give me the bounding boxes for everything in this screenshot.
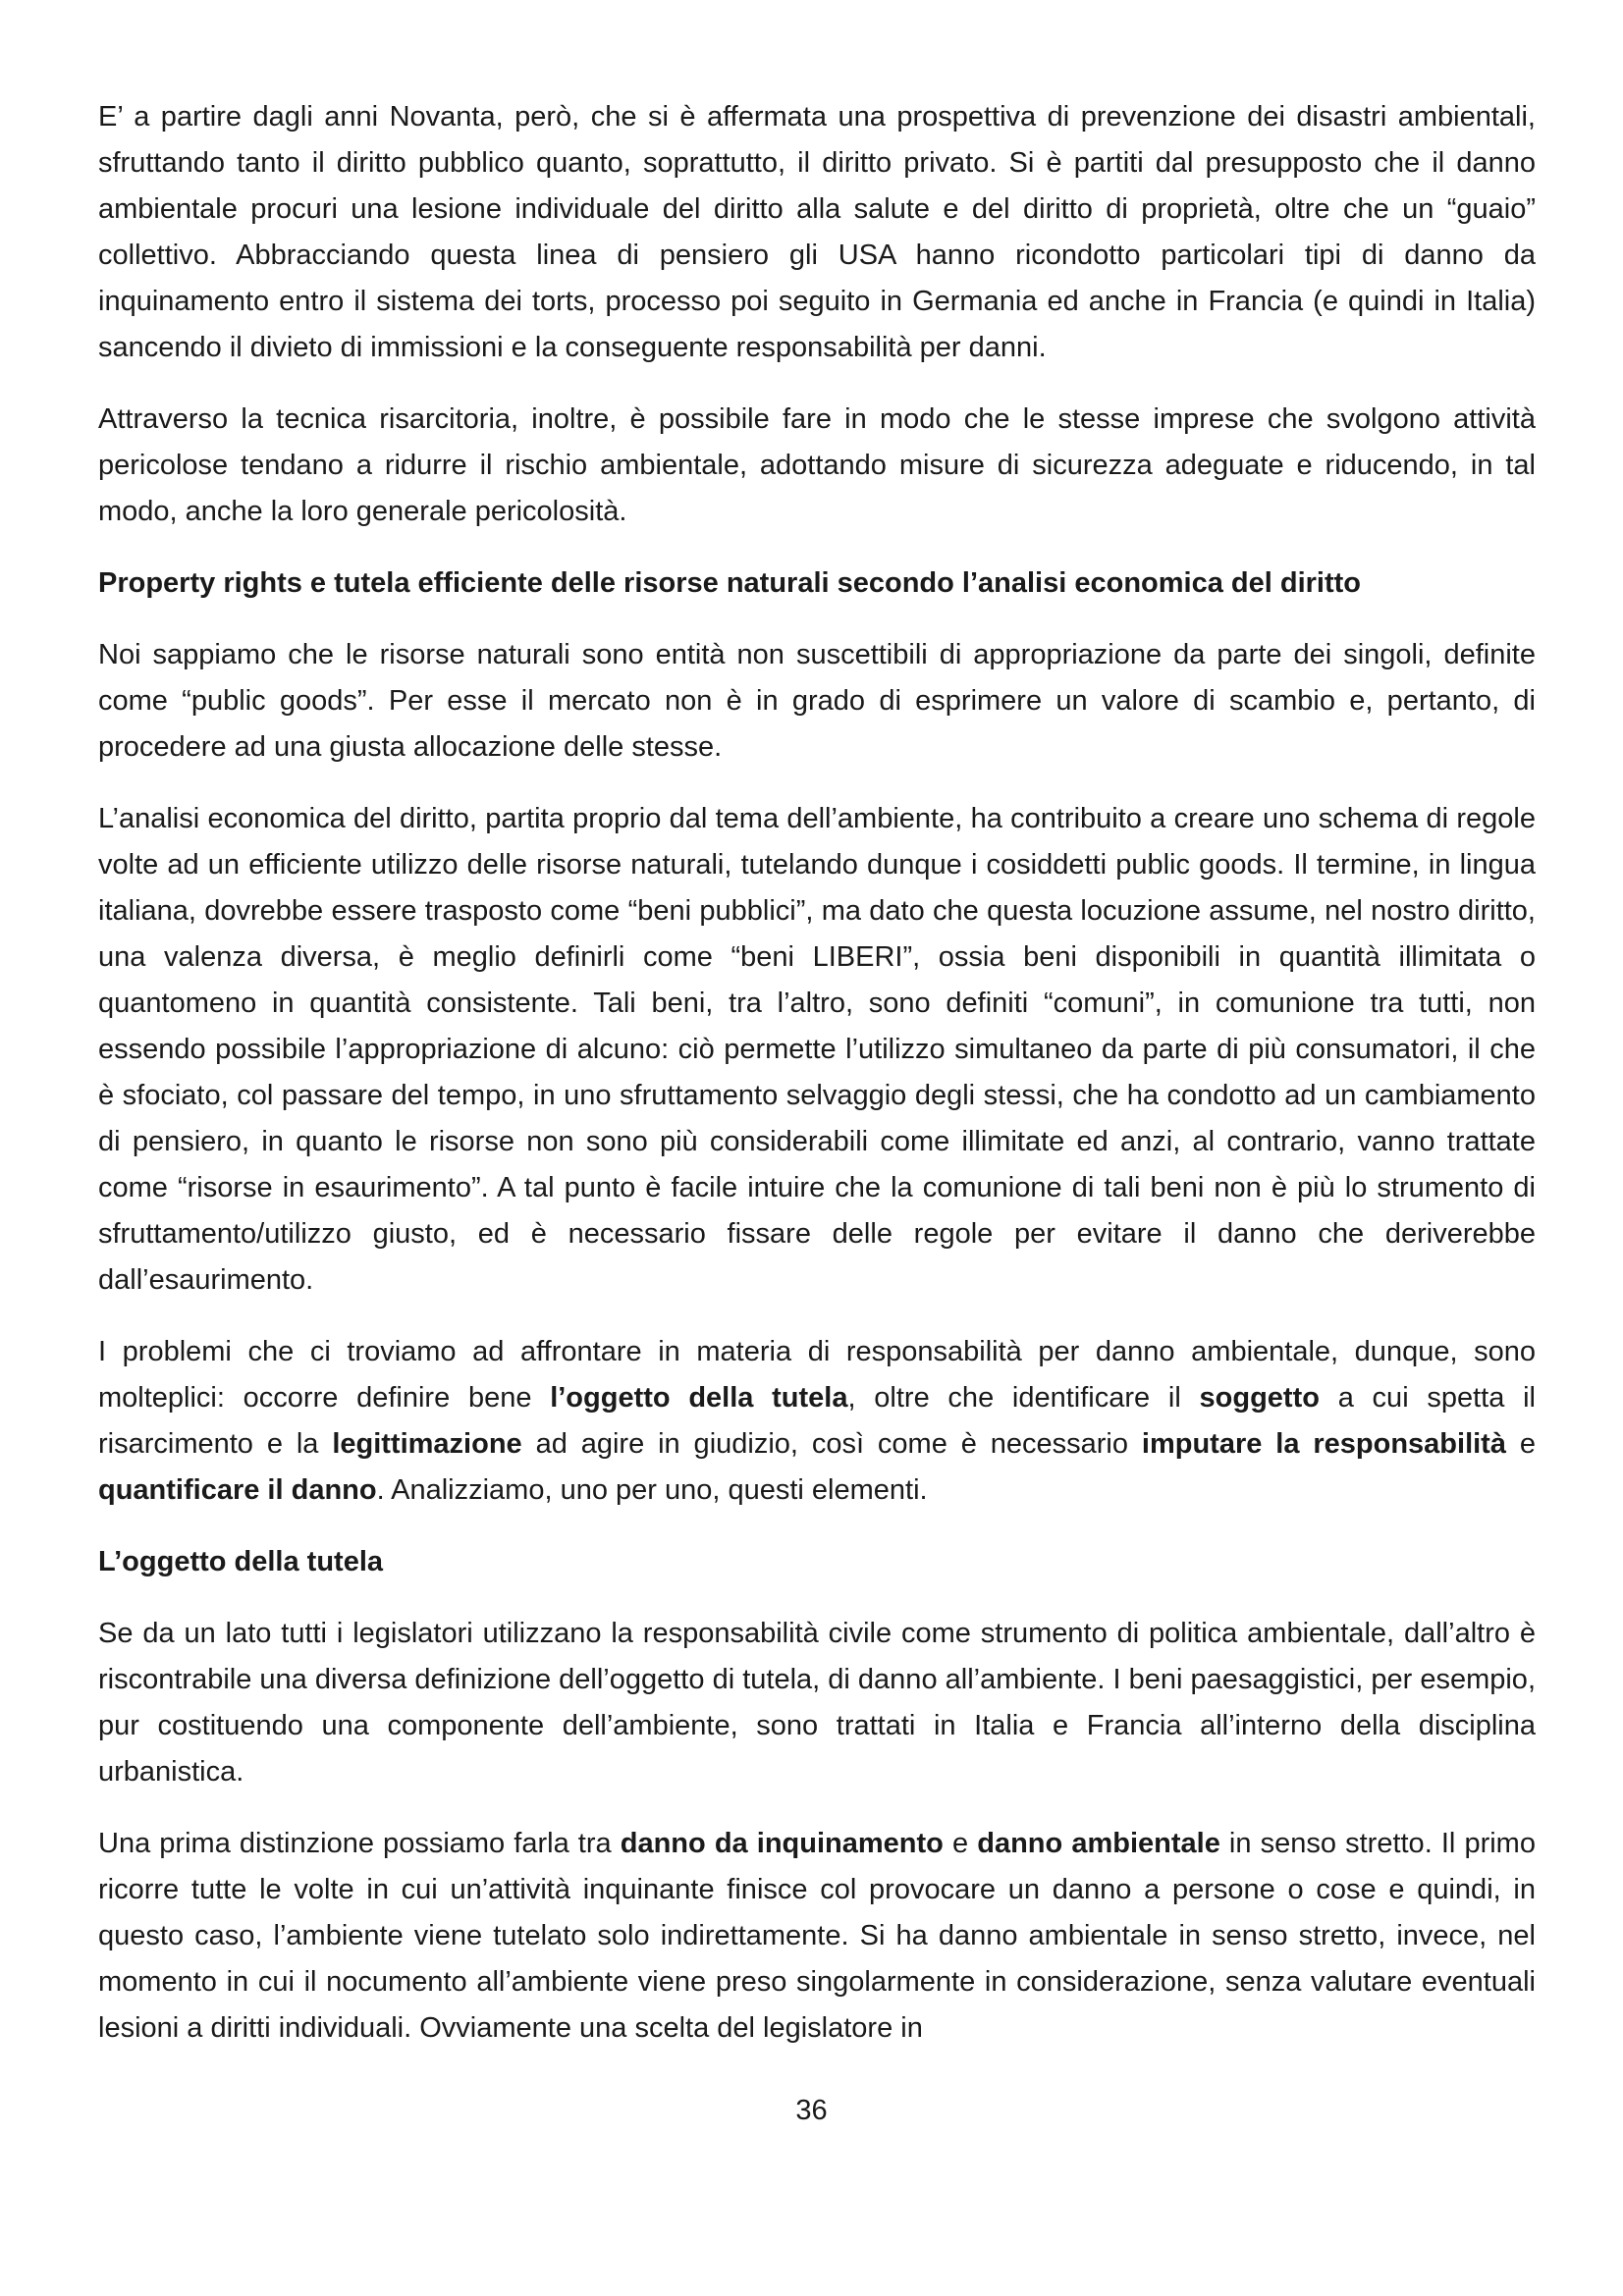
paragraph-pollution-damage-distinction xyxy=(98,1821,1536,2052)
text-run: ad agire in giudizio, così come è necessario xyxy=(521,1428,1142,1460)
bold-term-standing: legittimazione xyxy=(332,1428,522,1460)
bold-term-subject: soggetto xyxy=(1199,1382,1320,1414)
bold-term-impute-liability: imputare la responsabilità xyxy=(1141,1428,1506,1460)
page-body xyxy=(98,94,1536,2052)
paragraph-economic-analysis: L’analisi economica del diritto, partita proprio dal tema dell’ambiente, ha contribuito a creare uno schema di regole volte ad un efficiente utilizzo delle risorse naturali, tutelando dunque i cosiddetti public goods. Il termine, in lingua italiana, dovrebbe essere trasposto come “beni pubblici”, ma dato che questa locuzione assume, nel nostro diritto, una valenza diversa, è meglio definirli come “beni LIBERI”, ossia beni disponibili in quantità illimitata o quantomeno in quantità consistente. Tali beni, tra l’altro, sono definiti “comuni”, in comunione tra tutti, non essendo possibile l’appropriazione di alcuno: ciò permette l’utilizzo simultaneo da parte di più consumatori, il che è sfociato, col passare del tempo, in uno sfruttamento selvaggio degli stessi, che ha condotto ad un cambiamento di pensiero, in quanto le risorse non sono più considerabili come illimitate ed anzi, al contrario, vanno trattate come “risorse in esaurimento”. A tal punto è facile intuire che la comunione di tali beni non è più lo strumento di sfruttamento/utilizzo giusto, ed è necessario fissare delle regole per evitare il danno che deriverebbe dall’esaurimento. xyxy=(98,803,1536,1296)
text-run: in senso stretto. Il primo ricorre tutte le volte in cui un’attività inquinante finisce col provocare un danno a persone o cose e quindi, in questo caso, l’ambiente viene tutelato solo indirettamente. Si ha danno ambientale in senso stretto, invece, nel momento in cui il nocumento all’ambiente viene preso singolarmente in considerazione, senza valutare eventuali lesioni a diritti individuali. Ovviamente una scelta del legislatore in xyxy=(98,1828,1536,2044)
paragraph-civil-liability: Se da un lato tutti i legislatori utilizzano la responsabilità civile come strumento di politica ambientale, dall’altro è riscontrabile una diversa definizione dell’oggetto di tutela, di danno all’ambiente. I beni paesaggistici, per esempio, pur costituendo una componente dell’ambiente, sono trattati in Italia e Francia all’interno della disciplina urbanistica. xyxy=(98,1618,1536,1788)
paragraph-public-goods: Noi sappiamo che le risorse naturali sono entità non suscettibili di appropriazione da parte dei singoli, definite come “public goods”. Per esse il mercato non è in grado di esprimere un valore di scambio e, pertanto, di procedere ad una giusta allocazione delle stesse. xyxy=(98,639,1536,763)
text-run: e xyxy=(943,1828,978,1859)
bold-term-quantify-damage: quantificare il danno xyxy=(98,1474,377,1506)
text-run: e xyxy=(1505,1428,1536,1460)
section-heading-object-of-protection: L’oggetto della tutela xyxy=(98,1546,384,1577)
text-run: . Analizziamo, uno per uno, questi elementi. xyxy=(376,1474,928,1506)
bold-term-environmental-damage: danno ambientale xyxy=(977,1828,1220,1859)
paragraph-compensation-technique: Attraverso la tecnica risarcitoria, inoltre, è possibile fare in modo che le stesse imprese che svolgono attività pericolose tendano a ridurre il rischio ambientale, adottando misure di sicurezza adeguate e riducendo, in tal modo, anche la loro generale pericolosità. xyxy=(98,403,1536,527)
text-run: , oltre che identificare il xyxy=(847,1382,1200,1414)
text-run: Una prima distinzione possiamo farla tra xyxy=(98,1828,621,1859)
paragraph-liability-problems xyxy=(98,1329,1536,1514)
bold-term-object-of-protection: l’oggetto della tutela xyxy=(550,1382,848,1414)
text-run: a cui spetta il risarcimento e la xyxy=(98,1382,1536,1460)
paragraph-environmental-prevention: E’ a partire dagli anni Novanta, però, che si è affermata una prospettiva di prevenzione dei disastri ambientali, sfruttando tanto il diritto pubblico quanto, soprattutto, il diritto privato. Si è partiti dal presupposto che il danno ambientale procuri una lesione individuale del diritto alla salute e del diritto di proprietà, oltre che un “guaio” collettivo. Abbracciando questa linea di pensiero gli USA hanno ricondotto particolari tipi di danno da inquinamento entro il sistema dei torts, processo poi seguito in Germania ed anche in Francia (e quindi in Italia) sancendo il divieto di immissioni e la conseguente responsabilità per danni. xyxy=(98,101,1536,363)
section-heading-property-rights: Property rights e tutela efficiente delle risorse naturali secondo l’analisi economica del diritto xyxy=(98,567,1362,599)
page-number: 36 xyxy=(795,2095,828,2126)
text-run: I problemi che ci troviamo ad affrontare in materia di responsabilità per danno ambientale, dunque, sono molteplici: occorre definire bene xyxy=(98,1336,1536,1414)
bold-term-pollution-damage: danno da inquinamento xyxy=(620,1828,944,1859)
